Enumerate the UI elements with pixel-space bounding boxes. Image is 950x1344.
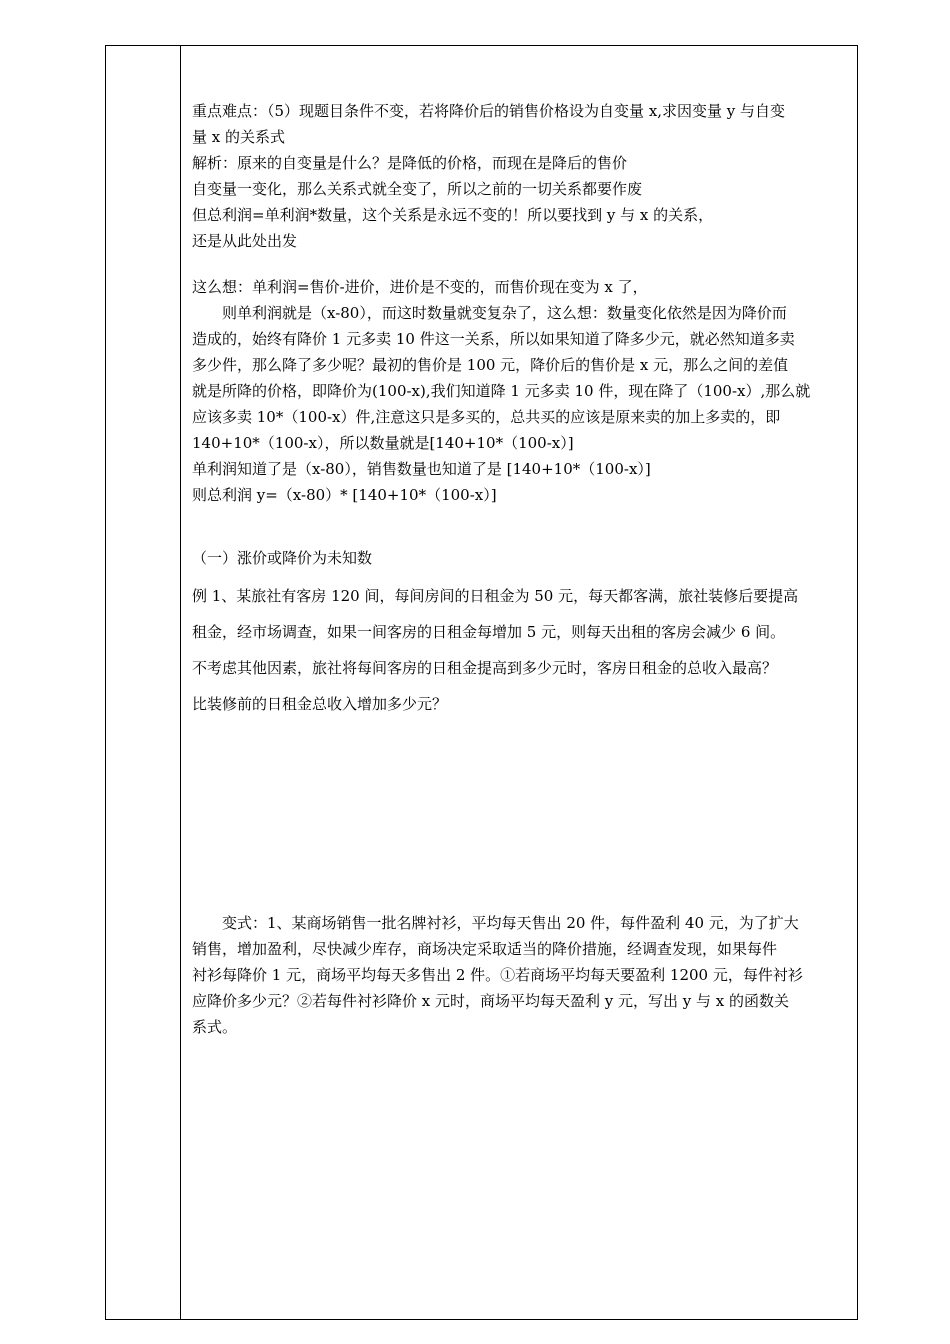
- think-line: 就是所降的价格，即降价为(100-x),我们知道降 1 元多卖 10 件，现在降了（100-x）,那么就: [192, 382, 811, 400]
- document-body: [192, 98, 852, 1040]
- think-line: 则单利润就是（x-80），而这时数量就变复杂了，这么想：数量变化依然是因为降价而: [192, 304, 787, 322]
- table-frame: [105, 45, 858, 1320]
- think-line: 140+10*（100-x），所以数量就是[140+10*（100-x）]: [192, 434, 574, 452]
- analysis-line: 解析：原来的自变量是什么？是降低的价格，而现在是降后的售价: [192, 154, 628, 172]
- column-divider: [180, 46, 181, 1319]
- spacer: [192, 508, 852, 528]
- example-1-paragraph: [192, 578, 852, 722]
- analysis-line: 但总利润=单利润*数量，这个关系是永远不变的！所以要找到 y 与 x 的关系，: [192, 206, 714, 224]
- analysis-line: 还是从此处出发: [192, 232, 298, 250]
- key-point-line: 量 x 的关系式: [192, 128, 285, 146]
- think-line: 多少件，那么降了多少呢？最初的售价是 100 元，降价后的售价是 x 元，那么之间的差值: [192, 356, 789, 374]
- example-1-line: 不考虑其他因素，旅社将每间客房的日租金提高到多少元时，客房日租金的总收入最高？: [192, 659, 778, 677]
- variant-line: 系式。: [192, 1018, 238, 1036]
- variant-line: 变式：1、某商场销售一批名牌衬衫，平均每天售出 20 件，每件盈利 40 元，为了扩大: [192, 914, 799, 932]
- think-line: 这么想：单利润=售价-进价，进价是不变的，而售价现在变为 x 了，: [192, 278, 648, 296]
- key-point-paragraph: [192, 98, 852, 150]
- variant-line: 应降价多少元？②若每件衬衫降价 x 元时，商场平均每天盈利 y 元，写出 y 与 x 的函数关: [192, 992, 790, 1010]
- variant-paragraph: [192, 910, 852, 1040]
- think-line: 则总利润 y=（x-80）* [140+10*（100-x）]: [192, 486, 497, 504]
- think-line: 单利润知道了是（x-80），销售数量也知道了是 [140+10*（100-x）]: [192, 460, 651, 478]
- analysis-line: 自变量一变化，那么关系式就全变了，所以之前的一切关系都要作废: [192, 180, 643, 198]
- think-line: 造成的，始终有降价 1 元多卖 10 件这一关系，所以如果知道了降多少元，就必然知道多卖: [192, 330, 795, 348]
- key-point-line: 重点难点：（5）现题目条件不变，若将降价后的销售价格设为自变量 x,求因变量 y 与自变: [192, 102, 786, 120]
- variant-line: 销售，增加盈利，尽快减少库存，商场决定采取适当的降价措施，经调查发现，如果每件: [192, 940, 778, 958]
- example-1-line: 例 1、某旅社有客房 120 间，每间房间的日租金为 50 元，每天都客满，旅社装修后要提高: [192, 587, 799, 605]
- variant-line: 衬衫每降价 1 元，商场平均每天多售出 2 件。①若商场平均每天要盈利 1200 元，每件衬衫: [192, 966, 803, 984]
- section-heading: （一）涨价或降价为未知数: [192, 549, 373, 567]
- think-line: 应该多卖 10*（100-x）件,注意这只是多买的，总共买的应该是原来卖的加上多卖的，即: [192, 408, 781, 426]
- spacer: [192, 254, 852, 274]
- analysis-paragraph: [192, 150, 852, 254]
- example-1-line: 比装修前的日租金总收入增加多少元？: [192, 695, 448, 713]
- think-paragraph: [192, 274, 852, 508]
- blank-answer-space: [192, 722, 852, 910]
- example-1-line: 租金，经市场调查，如果一间客房的日租金每增加 5 元，则每天出租的客房会减少 6 间。: [192, 623, 786, 641]
